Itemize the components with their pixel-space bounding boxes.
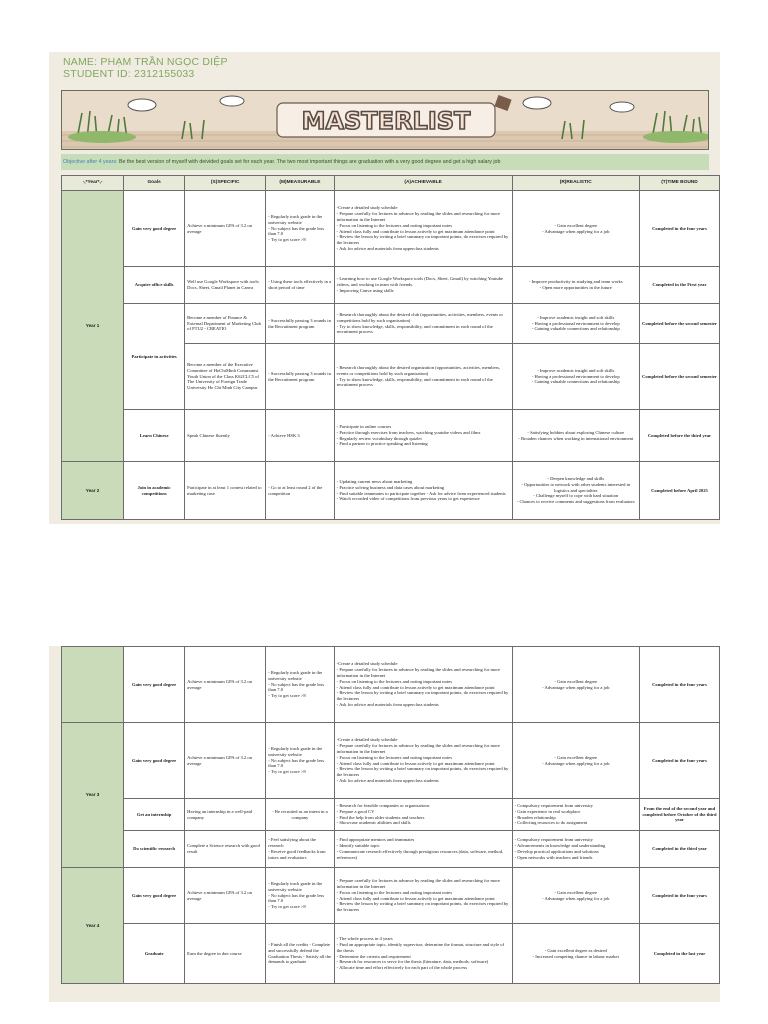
col-realistic: (R)REALISTIC [512, 176, 639, 191]
goal-cell: Acquire office skills [124, 267, 185, 304]
year-label: Year 4 [62, 868, 124, 984]
table-row [62, 267, 720, 304]
table-row [62, 924, 720, 984]
time-bound-cell: Completed in the First year [639, 267, 719, 304]
masterlist-banner [61, 90, 709, 150]
measurable-cell: - Feel satisfying about the research - Receive good feedbacks from tutors and evaluators [266, 831, 334, 868]
specific-cell: Achieve a minimum GPA of 3.2 on average [185, 191, 266, 267]
realistic-cell: - Compulsory requirement from university - Advancements in knowledge and understanding - Develop practical applications and solutions - Open networks with teachers and friends [512, 831, 639, 868]
col-measurable: (M)MEASURABLE [266, 176, 334, 191]
realistic-cell: - Gain excellent degree - Advantage when applying for a job [512, 868, 639, 924]
col-goals: Goals [124, 176, 185, 191]
smart-goals-table-page-1 [61, 175, 720, 520]
achievable-cell: - Updating current news about marketing - Practice solving business and data cases about marketing - Find suitable teammates to participate together - Ask for advice from experienced students - Watch recorded video of competitions from previous years to get experience [334, 462, 512, 520]
measurable-cell: - Successfully passing 3 rounds in the Recruitment program [266, 304, 334, 344]
student-id: STUDENT ID: 2312155033 [63, 68, 195, 80]
specific-cell: Complete a Science research with good result [185, 831, 266, 868]
specific-cell: Earn the degree in due course [185, 924, 266, 984]
year-label: Year 2 [62, 462, 124, 520]
student-name: NAME: PHẠM TRẦN NGỌC DIỆP [63, 56, 228, 68]
realistic-cell: - Gain excellent degree - Advantage when applying for a job [512, 647, 639, 723]
measurable-cell: - Using these tools effectively in a short period of time [266, 267, 334, 304]
realistic-cell: - Improve academic insight and soft skills - Having a professional environment to develop - Gaining valuable connections and relationship [512, 304, 639, 344]
measurable-cell: - Regularly track grade in the university website - No subject has the grade less than 7.0 - Try to get score >8 [266, 723, 334, 799]
specific-cell: Achieve a minimum GPA of 3.2 on average [185, 723, 266, 799]
achievable-cell: - Research thoroughly about the desired organization (opportunities, activities, members, events or competitions hold by such organisation) - Try to show knowledge, skills, responsibility, and commitment in each round of the recruitment process [334, 344, 512, 410]
goal-cell: Gain very good degree [124, 868, 185, 924]
measurable-cell: - Successfully passing 3 rounds in the Recruitment program [266, 344, 334, 410]
achievable-cell: - Participate in online courses - Practice through exercises from teachers, watching youtube videos and films - Regularly review vocabulary through quizlet - Find a partner to practice speaking and listening [334, 410, 512, 462]
realistic-cell: - Deepen knowledge and skills - Opportunities to network with other students interested in logistics and specialties - Challenge myself to cope with hard situation - Chances to receive comments and suggestions from evaluators [512, 462, 639, 520]
banner-illustration [62, 91, 709, 150]
measurable-cell: - Achieve HSK 3 [266, 410, 334, 462]
time-bound-cell: Completed before the third year [639, 410, 719, 462]
achievable-cell: - Research for feasible companies or organisations - Prepare a good CV - Find the help from older students and teachers - Showcase academic abilities and skills [334, 799, 512, 831]
objective-label: Objective after 4 years: [63, 159, 118, 165]
time-bound-cell: From the end of the second year and completed before October of the third year [639, 799, 719, 831]
realistic-cell: - Improve academic insight and soft skills - Having a professional environment to develop - Gaining valuable connections and relationship [512, 344, 639, 410]
table-row [62, 831, 720, 868]
goal-cell: Gain very good degree [124, 647, 185, 723]
goal-cell: Join in academic competitions [124, 462, 185, 520]
realistic-cell: - Gain excellent degree - Advantage when applying for a job [512, 723, 639, 799]
table-row [62, 868, 720, 924]
time-bound-cell: Completed in the four years [639, 647, 719, 723]
measurable-cell: - Regularly track grade in the university website - No subject has the grade less than 7.0 - Try to get score >8 [266, 868, 334, 924]
time-bound-cell: Completed before April 2025 [639, 462, 719, 520]
time-bound-cell: Completed in the four years [639, 723, 719, 799]
table-header-row [62, 176, 720, 191]
goal-cell: Gain very good degree [124, 191, 185, 267]
specific-cell: Participate in at least 1 contest related to marketing case [185, 462, 266, 520]
goal-cell: Gain very good degree [124, 723, 185, 799]
time-bound-cell: Completed in the last year [639, 924, 719, 984]
col-time-bound: (T)TIME BOUND [639, 176, 719, 191]
realistic-cell: - Improve productivity in studying and team works - Open more opportunities in the future [512, 267, 639, 304]
time-bound-cell: Completed before the second semester [639, 344, 719, 410]
time-bound-cell: Completed in the four years [639, 191, 719, 267]
measurable-cell: - Be recruited as an intern in a company [266, 799, 334, 831]
col-year: -,*Year*,- [62, 176, 124, 191]
achievable-cell: - The whole process in 4 years - Find an appropriate topic, identify supervisor, determine the format, structure and style of the thesis - Determine the criteria and requirement - Research for resources to serve for the thesis (literature, data, methods, software) - Allocate time and effort effectively for each part of the whole process [334, 924, 512, 984]
specific-cell: Become a member of Finance & External Department of Marketing Club of FTU2 - CREATIO [185, 304, 266, 344]
measurable-cell: - Go to at least round 2 of the competition [266, 462, 334, 520]
goal-cell: Graduate [124, 924, 185, 984]
smart-goals-table-page-2 [61, 646, 720, 984]
year-label: Year 1 [62, 191, 124, 462]
time-bound-cell: Completed in the four years [639, 868, 719, 924]
measurable-cell: - Regularly track grade in the university website - No subject has the grade less than 7.0 - Try to get score >8 [266, 191, 334, 267]
banner-title: MASTERLIST [301, 107, 471, 135]
table-row [62, 410, 720, 462]
col-achievable: (A)ACHIEVABLE [334, 176, 512, 191]
time-bound-cell: Completed before the second semester [639, 304, 719, 344]
specific-cell: Having an internship in a well-paid company [185, 799, 266, 831]
col-specific: (S)SPECIFIC [185, 176, 266, 191]
specific-cell: Speak Chinese fluently [185, 410, 266, 462]
achievable-cell: -Create a detailed study schedule - Prepare carefully for lectures in advance by reading the slides and researching for more information in the Internet - Focus on listening to the lecturers and noting important notes - Attend class fully and contribute to lesson actively to get maximum attendance point - Review the lesson by writing a brief summary on important points, do exercises required by the lecturers - Ask for advice and materials from upperclass students [334, 191, 512, 267]
table-row [62, 191, 720, 267]
specific-cell: Achieve a minimum GPA of 3.2 on average [185, 647, 266, 723]
table-row [62, 723, 720, 799]
realistic-cell: - Satisfying hobbies about exploring Chinese culture - Broaden chances when working in international environment [512, 410, 639, 462]
year-label: Year 3 [62, 723, 124, 868]
measurable-cell: - Finish all the credits - Complete and successfully defend the Graduation Thesis - Satisfy all the demands to graduate [266, 924, 334, 984]
goal-cell: Get an internship [124, 799, 185, 831]
realistic-cell: - Compulsory requirement from university - Gain experience in real workplace - Broaden relationship - Collecting resources to do assignment [512, 799, 639, 831]
achievable-cell: -Create a detailed study schedule - Prepare carefully for lectures in advance by reading the slides and researching for more information in the Internet - Focus on listening to the lecturers and noting important notes - Attend class fully and contribute to lesson actively to get maximum attendance point - Review the lesson by writing a brief summary on important points, do exercises required by the lecturers - Ask for advice and materials from upperclass students [334, 723, 512, 799]
time-bound-cell: Completed in the third year [639, 831, 719, 868]
achievable-cell: - Prepare carefully for lectures in advance by reading the slides and researching for more information in the Internet - Focus on listening to the lecturers and noting important notes - Attend class fully and contribute to lesson actively to get maximum attendance point - Review the lesson by writing a brief summary on important points, do exercises required by the lecturers [334, 868, 512, 924]
table-row [62, 647, 720, 723]
realistic-cell: - Gain excellent degree as desired - Increased competing chance in labour market [512, 924, 639, 984]
goal-cell: Participate in activities [124, 304, 185, 410]
objective-bar [61, 154, 709, 170]
specific-cell: Become a member of the Executive Committee of HoChiMinh Communist Youth Union of the Class K62CLC5 of The University of Foreign Trade University Ho Chi Minh City Campus [185, 344, 266, 410]
goal-cell: Learn Chinese [124, 410, 185, 462]
goal-cell: Do scientific research [124, 831, 185, 868]
achievable-cell: - Research thoroughly about the desired club (opportunities, activities, members, events or competitions hold by such organisation) - Try to show knowledge, skills, responsibility, and commitment in each round of the recruitment process [334, 304, 512, 344]
specific-cell: Well use Google Workspace with tools: Docs, Sheet, Gmail Planet in Canva [185, 267, 266, 304]
year-label-blank [62, 647, 124, 723]
table-row [62, 462, 720, 520]
measurable-cell: - Regularly track grade in the university website - No subject has the grade less than 7.0 - Try to get score >8 [266, 647, 334, 723]
achievable-cell: - Learning how to use Google Workspace tools (Docs, Sheet, Gmail) by watching Youtube videos, and working in team with friends. - Improving Canva using skills [334, 267, 512, 304]
table-row [62, 799, 720, 831]
specific-cell: Achieve a minimum GPA of 3.2 on average [185, 868, 266, 924]
objective-text: Be the best version of myself with deivided goals set for each year. The two most important things are graduation with a very good degree and get a high salary job [118, 159, 501, 165]
table-row [62, 304, 720, 344]
achievable-cell: - Find appropriate mentors and teammates - Identify suitable topic - Communicate research effectively through prestigious resources (data, software, method, references) [334, 831, 512, 868]
realistic-cell: - Gain excellent degree - Advantage when applying for a job [512, 191, 639, 267]
achievable-cell: -Create a detailed study schedule - Prepare carefully for lectures in advance by reading the slides and researching for more information in the Internet - Focus on listening to the lecturers and noting important notes - Attend class fully and contribute to lesson actively to get maximum attendance point - Review the lesson by writing a brief summary on important points, do exercises required by the lecturers - Ask for advice and materials from upperclass students [334, 647, 512, 723]
